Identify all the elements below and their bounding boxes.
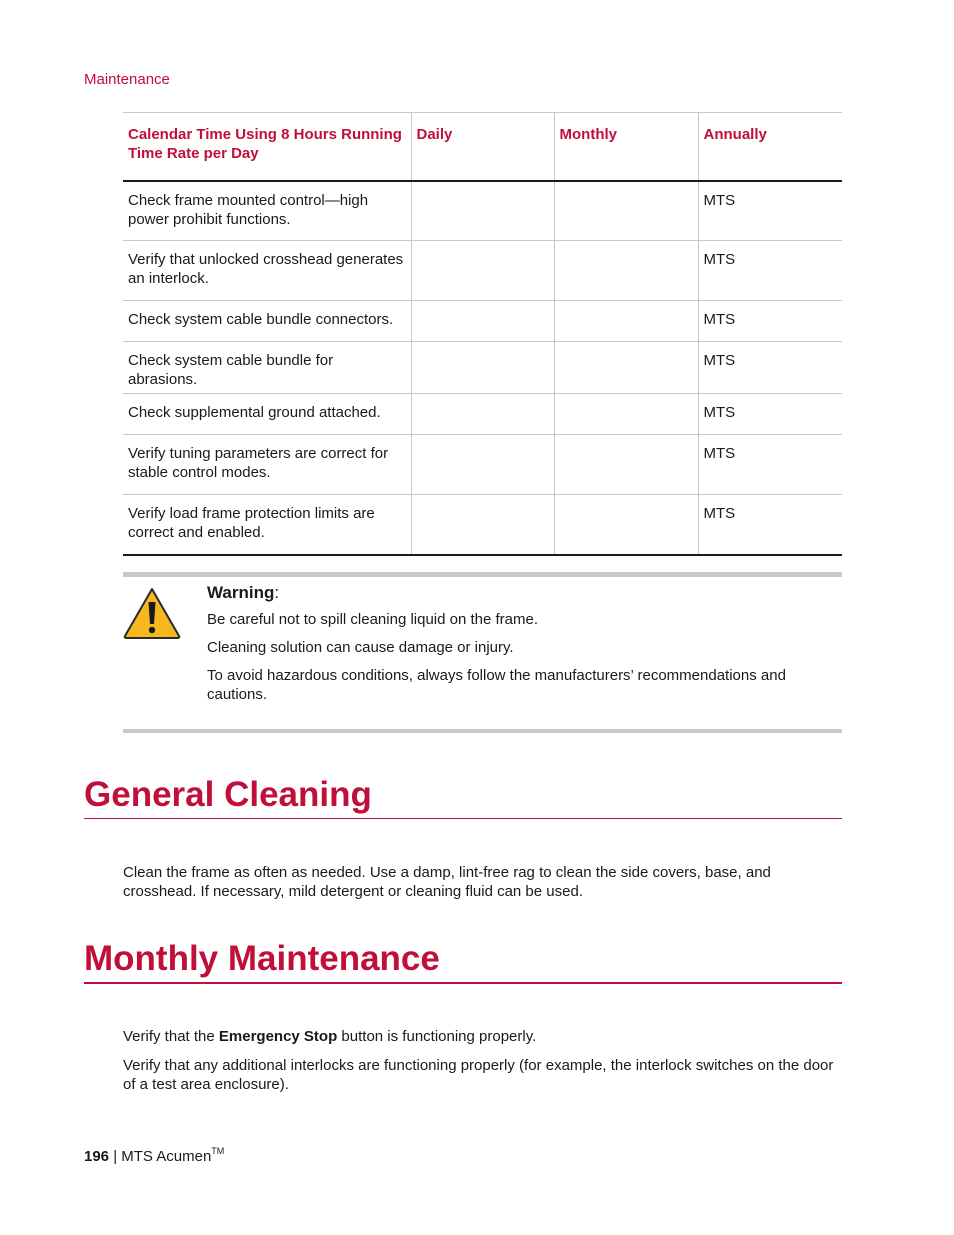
table-header-row — [123, 113, 842, 181]
monthly-cell — [554, 301, 698, 342]
task-cell: Check system cable bundle for abrasions. — [123, 342, 411, 394]
task-cell: Verify load frame protection limits are correct and enabled. — [123, 495, 411, 555]
daily-cell — [411, 181, 554, 241]
table-row — [123, 301, 842, 342]
task-cell: Check frame mounted control—high power prohibit functions. — [123, 181, 411, 241]
warning-line: Be careful not to spill cleaning liquid on the frame. — [207, 611, 539, 628]
warning-title — [207, 583, 837, 602]
monthly-cell — [554, 394, 698, 435]
daily-cell — [411, 342, 554, 394]
general-cleaning-text: Clean the frame as often as needed. Use a damp, lint-free rag to clean the side covers, base, and crosshead. If necessary, mild detergent or cleaning fluid can be used. — [123, 864, 771, 900]
maintenance-schedule-table — [123, 112, 842, 556]
monthly-cell — [554, 495, 698, 555]
annually-cell: MTS — [698, 435, 842, 495]
annually-cell: MTS — [698, 301, 842, 342]
warning-title-colon: : — [274, 583, 280, 602]
warning-triangle-icon — [123, 587, 181, 639]
annually-cell: MTS — [698, 342, 842, 394]
task-cell: Check system cable bundle connectors. — [123, 301, 411, 342]
monthly-maintenance-paragraph-1 — [123, 1027, 845, 1046]
table-row — [123, 342, 842, 394]
header-calendar-time: Calendar Time Using 8 Hours Running Time Rate per Day — [123, 113, 411, 181]
task-cell: Verify tuning parameters are correct for stable control modes. — [123, 435, 411, 495]
p1-text-after: button is functioning properly. — [337, 1028, 537, 1045]
section-heading-monthly-maintenance: Monthly Maintenance — [84, 939, 842, 984]
task-cell: Check supplemental ground attached. — [123, 394, 411, 435]
annually-cell: MTS — [698, 241, 842, 301]
monthly-cell — [554, 342, 698, 394]
page-number: 196 — [84, 1148, 110, 1165]
monthly-cell — [554, 181, 698, 241]
emergency-stop-term: Emergency Stop — [218, 1028, 338, 1045]
daily-cell — [411, 301, 554, 342]
annually-cell: MTS — [698, 495, 842, 555]
table-row — [123, 241, 842, 301]
table-row — [123, 495, 842, 555]
warning-line: Cleaning solution can cause damage or injury. — [207, 639, 514, 656]
daily-cell — [411, 241, 554, 301]
footer-separator: | — [109, 1148, 122, 1165]
header-annually: Annually — [698, 113, 842, 181]
p1-text-before: Verify that the — [123, 1028, 219, 1045]
warning-content — [207, 583, 837, 713]
task-cell: Verify that unlocked crosshead generates an interlock. — [123, 241, 411, 301]
daily-cell — [411, 394, 554, 435]
annually-cell: MTS — [698, 181, 842, 241]
table-row — [123, 394, 842, 435]
monthly-maintenance-paragraph-2: Verify that any additional interlocks are functioning properly (for example, the interlock switches on the door of a test area enclosure). — [123, 1057, 834, 1093]
daily-cell — [411, 435, 554, 495]
table-row — [123, 435, 842, 495]
trademark-mark: TM — [211, 1146, 225, 1156]
warning-box — [123, 572, 842, 733]
table-row — [123, 181, 842, 241]
header-daily: Daily — [411, 113, 554, 181]
daily-cell — [411, 495, 554, 555]
section-heading-general-cleaning: General Cleaning — [84, 775, 842, 819]
running-head: Maintenance — [84, 71, 170, 88]
product-name: MTS Acumen — [121, 1148, 212, 1165]
warning-title-text: Warning — [207, 583, 275, 602]
monthly-cell — [554, 435, 698, 495]
annually-cell: MTS — [698, 394, 842, 435]
header-monthly: Monthly — [554, 113, 698, 181]
warning-line: To avoid hazardous conditions, always follow the manufacturers’ recommendations and cautions. — [207, 667, 786, 703]
page-footer — [84, 1148, 224, 1165]
monthly-cell — [554, 241, 698, 301]
